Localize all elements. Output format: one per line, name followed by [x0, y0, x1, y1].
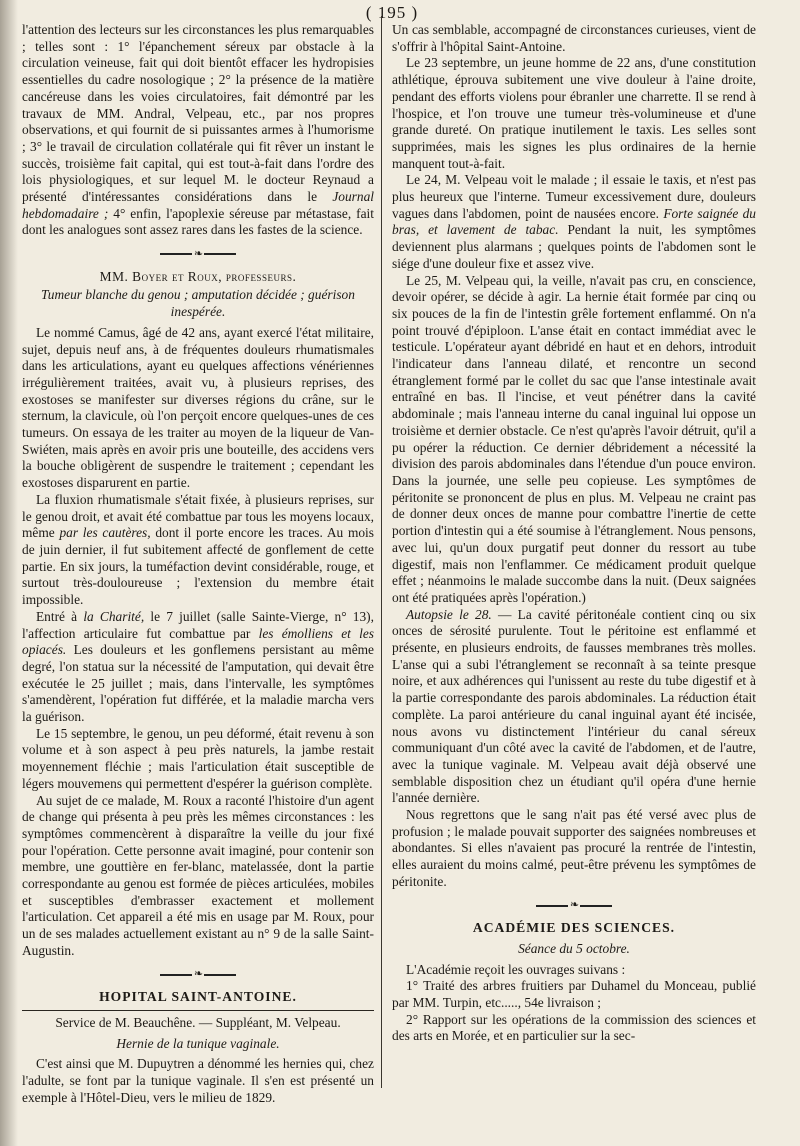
list-item-rapport: 2° Rapport sur les opérations de la commission des sciences et des arts en Morée, et en particulier sur la sec-: [392, 1011, 756, 1044]
paragraph-24-sept: Le 24, M. Velpeau voit le malade ; il essaie le taxis, et n'est pas plus heureux que l'interne. Tumeur excessivement dure, douleurs vagues dans l'abdomen, point de nausées encore. Forte saignée du bras, et lavement de tabac. Pendant la nuit, les symptômes deviennent plus alarmans ; quelques points de l'abdomen sont le siége d'une douleur fixe et assez vive.: [392, 172, 756, 271]
paragraph-regrets: Nous regrettons que le sang n'ait pas été versé avec plus de profusion ; le malade pouvait supporter des saignées nombreuses et abondantes. Si elles n'avaient pas procuré la rentrée de l'intestin, elles auraient du moins calmé, peut-être prévenu les symptômes de péritonite.: [392, 807, 756, 889]
paragraph-23-sept: Le 23 septembre, un jeune homme de 22 ans, d'une constitution athlétique, éprouva subitement une vive douleur à l'aine droite, pendant des efforts violens pour ébranler une charrette. Il se rend à l'hospice, et l'on trouve une tumeur très-volumineuse et d'une grande dureté. On pratique inutilement le taxis. Les selles sont supprimées, mais les signes les plus ordinaires de la hernie manquent tout-à-fait.: [392, 55, 756, 171]
section-heading-academie: ACADÉMIE DES SCIENCES.: [472, 920, 676, 936]
case-title-tumeur: Tumeur blanche du genou ; amputation décidée ; guérison inespérée.: [41, 287, 355, 320]
paragraph-dupuytren: C'est ainsi que M. Dupuytren a dénommé les hernies qui, chez l'adulte, se font par la tunique vaginale. Il s'en est présenté un exemple à l'Hôtel-Dieu, vers le milieu de 1829.: [22, 1056, 374, 1105]
paragraph-25-sept: Le 25, M. Velpeau qui, la veille, n'avait pas cru, en conscience, devoir opérer, se décide à agir. La hernie était formée par cinq ou six pouces de la fin de l'intestin grêle fortement enflammé. On n'a point trouvé d'épiploon. L'anse était en contact immédiat avec le testicule. L'opérateur ayant débridé en haut et en dehors, introduit l'indicateur dans l'anneau dilaté, et rencontre un second étranglement formé par le collet du sac que l'anse intestinale avait entraîné en bas. Il l'incise, et veut pénétrer dans la cavité abdominale ; mais l'anneau interne du canal inguinal lui oppose un troisième et dernier obstacle. Ce n'est qu'après l'avoir détruit, qu'il a pu opérer la réduction. Ce dernier débridement a nécessité la division des parois abdominales dans l'étendue d'un pouce environ. Dans la journée, une selle peu copieuse. Les symptômes de péritonite se prononcent de plus en plus. M. Velpeau ne craint pas de donner deux onces de manne pour combattre l'inertie de cette portion d'intestin qui a été soumise à l'étranglement. Nous pensons, avec lui, qu'un doux purgatif peut donner du ressort au tube digestif, mais non l'enflammer. Ce médicament produit quelque effet ; néanmoins le malade succombe dans la nuit. (Deux saignées ont été pratiquées après l'opération.): [392, 272, 756, 605]
paragraph-autopsie: Autopsie le 28. — La cavité péritonéale contient cinq ou six onces de sérosité purulente. Tout le péritoine est enflammé et présente, en plusieurs endroits, de fausses membranes très molles. L'anse qui a subi l'étranglement se reconnaît à sa teinte presque noire, et aux adhérences qui l'unissent au reste du tube digestif et à la partie correspondante des parois abdominales. La réduction était complète. La paroi antérieure du canal inguinal ayant été incisée, nous avons vu distinctement l'intérieur du canal séreux communiquant d'un côté avec la cavité de l'abdomen, et de l'autre, avec la tunique vaginale. M. Velpeau avait déjà observé une semblable disposition chez un étudiant qu'il opéra d'une hernie l'année dernière.: [392, 606, 756, 806]
ornament-divider: ❧: [22, 245, 374, 263]
paragraph-fluxion: La fluxion rhumatismale s'était fixée, à plusieurs reprises, sur le genou droit, et avait été combattue par tous les moyens locaux, même par les cautères, dont il porte encore les traces. Au mois de juin dernier, il fut subitement affecté de gonflement de cette partie. En six jours, la tuméfaction devint considérable, rouge, et surtout très-douloureuse ; l'extension du membre était impossible.: [22, 491, 374, 608]
section-heading-hopital: HOPITAL SAINT-ANTOINE.: [99, 989, 297, 1005]
paragraph-cas-semblable: Un cas semblable, accompagné de circonstances curieuses, vient de s'offrir à l'hôpital Saint-Antoine.: [392, 22, 756, 54]
paragraph-ouvrages: L'Académie reçoit les ouvrages suivans :: [406, 961, 626, 977]
section-heading-boyer-roux: MM. Boyer et Roux, professeurs.: [99, 268, 297, 284]
paragraph-roux: Au sujet de ce malade, M. Roux a raconté l'histoire d'un agent de change qui présenta à peu près les mêmes circonstances : les symptômes commencèrent à disparaître la veille du jour fixé pour l'opération. Cette personne avait imaginé, pour contenir son membre, une gouttière en fer-blanc, matelassée, dont la partie correspondante au genou est formée de pièces articulées, mobiles et susceptibles d'embrasser exactement et mollement l'articulation. Cet appareil a été mis en usage par M. Roux, pour un de ses malades actuellement existant au n° 9 de la salle Saint-Augustin.: [22, 792, 374, 958]
paragraph-intro: l'attention des lecteurs sur les circonstances les plus remarquables ; telles sont : 1° l'épanchement séreux par obstacle à la circulation veineuse, fait qui doit bientôt effacer les hydropisies essentielles du cadre nosologique ; 2° la présence de la matière cancéreuse dans les voies circulatoires, fait démontré par les travaux de MM. Andral, Velpeau, etc., par nos propres observations, et qui fournit de si puissantes armes à l'humorisme ; 3° le travail de circulation collatérale qui fit rêver un instant le succès, troisième fait capital, qui est tout-à-fait dans l'ordre des lois physiologiques, et sur lequel M. le docteur Reynaud a présenté d'intéressantes considérations dans le Journal hebdomadaire ; 4° enfin, l'apoplexie séreuse par métastase, fait dont les analogues sont assez rares dans les fastes de la science.: [22, 22, 374, 238]
service-line: Service de M. Beauchêne. — Suppléant, M. Velpeau.: [22, 1010, 374, 1032]
paragraph-septembre: Le 15 septembre, le genou, un peu déformé, était revenu à son volume et à son aspect à peu près naturels, la jambe restait moyennement fléchie ; mais l'articulation était susceptible de légers mouvemens qui permettent d'espérer la guérison complète.: [22, 725, 374, 791]
column-divider: [381, 16, 382, 1088]
ornament-divider: ❧: [22, 966, 374, 984]
right-column: [392, 22, 756, 1045]
page-number: ( 195 ): [365, 3, 419, 22]
seance-date: Séance du 5 octobre.: [518, 940, 630, 956]
left-column: [22, 22, 374, 1106]
case-title-hernie: Hernie de la tunique vaginale.: [116, 1035, 280, 1051]
paragraph-camus: Le nommé Camus, âgé de 42 ans, ayant exercé l'état militaire, sujet, depuis neuf ans, à de fréquentes douleurs rhumatismales dans les articulations, ayant eu quelques affections vénériennes irrégulièrement traitées, avait vu, à plusieurs reprises, des exostoses se manifester sur diverses régions du crâne, sur le sternum, la clavicule, où l'on perçoit encore quelques-unes de ces tumeurs. On essaya de les traiter au moyen de la liqueur de Van-Swiéten, mais après en avoir pris une bouteille, des accidens vers la bouche obligèrent de suspendre le traitement ; cependant les exostoses disparurent en partie.: [22, 324, 374, 491]
binding-shadow: [0, 0, 18, 1146]
list-item-traite: 1° Traité des arbres fruitiers par Duhamel du Monceau, publié par MM. Turpin, etc....., 54e livraison ;: [392, 978, 756, 1010]
ornament-divider: ❧: [392, 897, 756, 915]
paragraph-charite: Entré à la Charité, le 7 juillet (salle Sainte-Vierge, n° 13), l'affection articulaire fut combattue par les émolliens et les opiacés. Les douleurs et les gonflemens persistant au même degré, l'on statua sur la nécessité de l'amputation, qui devait être exécutée le 25 juillet ; mais, dans l'intervalle, les symptômes s'amendèrent, l'opération fut différée, et la maladie marcha vers la guérison.: [22, 608, 374, 725]
